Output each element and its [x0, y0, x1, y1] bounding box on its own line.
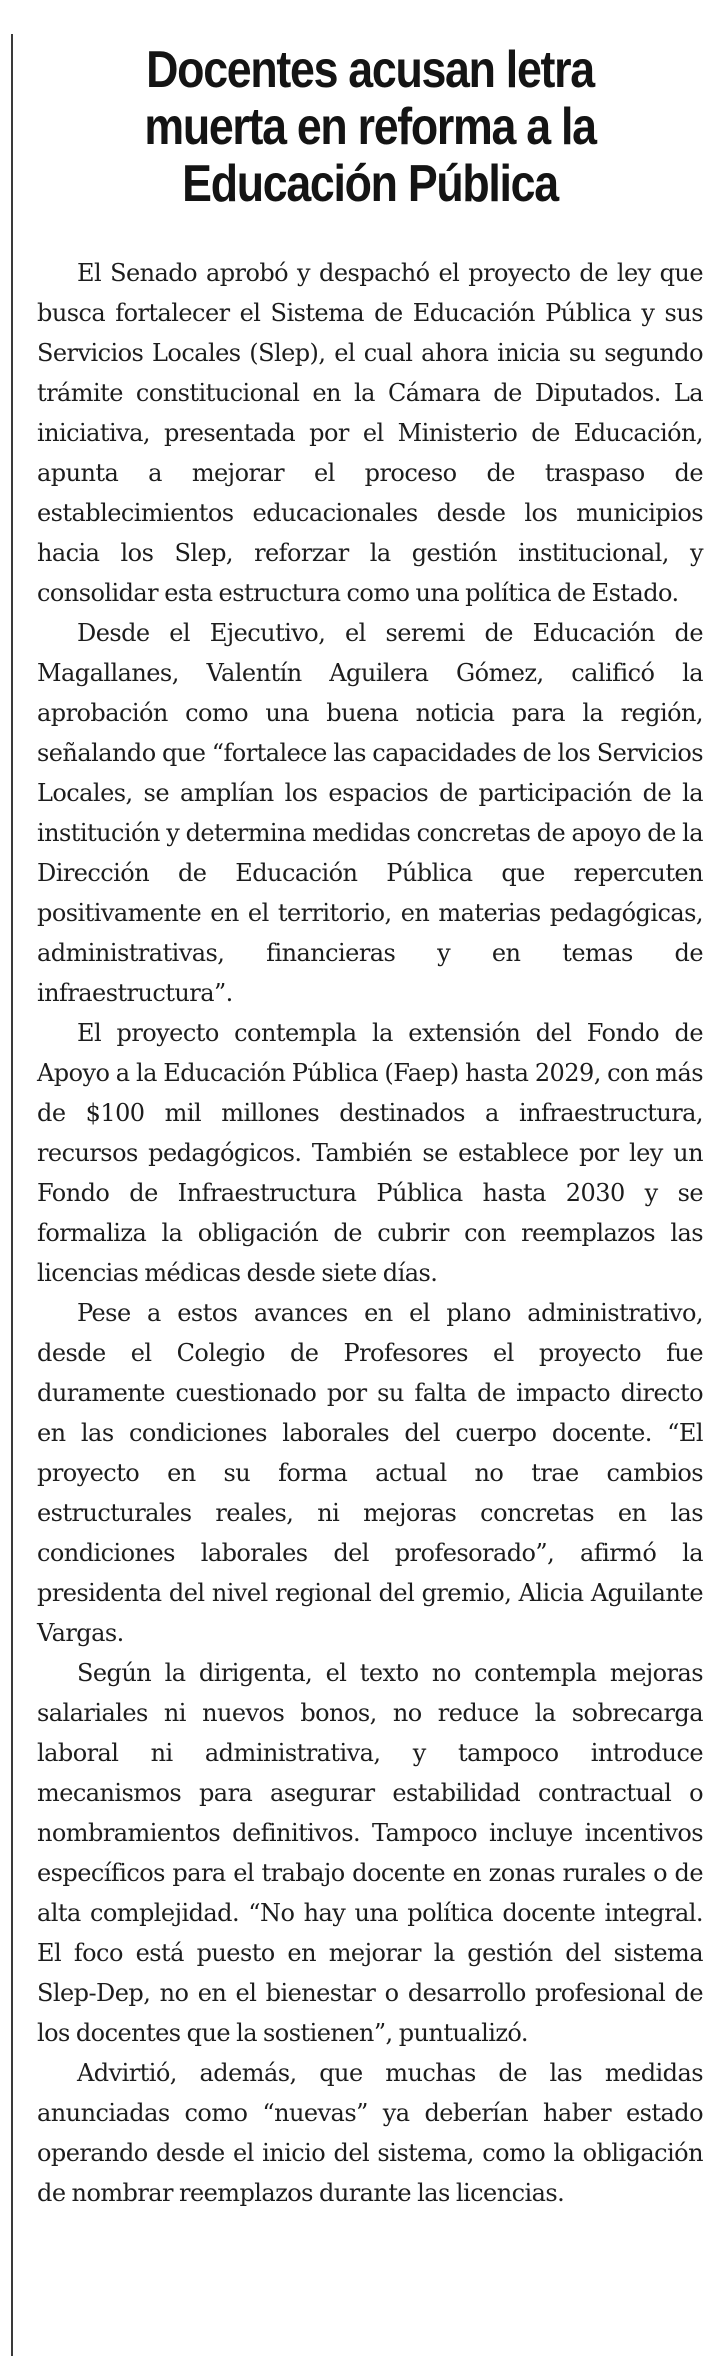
article-paragraph: Según la dirigenta, el texto no contempla mejoras salariales ni nuevos bonos, no reduce la sobrecarga laboral ni administrativa, y tampoco introduce mecanismos para asegurar estabilidad contractual o nombramientos definitivos. Tampoco incluye incentivos específicos para el trabajo docente en zonas rurales o de alta complejidad. “No hay una política docente integral. El foco está puesto en mejorar la gestión del sistema Slep-Dep, no en el bienestar o desarrollo profesional de los docentes que la sostienen”, puntualizó.: [37, 1659, 703, 2047]
article-paragraph: El Senado aprobó y despachó el proyecto de ley que busca fortalecer el Sistema de Educación Pública y sus Servicios Locales (Slep), el cual ahora inicia su segundo trámite constitucional en la Cámara de Diputados. La iniciativa, presentada por el Ministerio de Educación, apunta a mejorar el proceso de traspaso de establecimientos educacionales desde los municipios hacia los Slep, reforzar la gestión institucional, y consolidar esta estructura como una política de Estado.: [37, 259, 703, 607]
article-paragraph: El proyecto contempla la extensión del Fondo de Apoyo a la Educación Pública (Faep) hasta 2029, con más de $100 mil millones destinados a infraestructura, recursos pedagógicos. También se establece por ley un Fondo de Infraestructura Pública hasta 2030 y se formaliza la obligación de cubrir con reemplazos las licencias médicas desde siete días.: [37, 1019, 703, 1287]
column-rule: [11, 34, 13, 2356]
article-paragraph: Advirtió, además, que muchas de las medidas anunciadas como “nuevas” ya deberían haber estado operando desde el inicio del sistema, como la obligación de nombrar reemplazos durante las licencias.: [37, 2059, 703, 2207]
article-paragraph: Desde el Ejecutivo, el seremi de Educación de Magallanes, Valentín Aguilera Gómez, calificó la aprobación como una buena noticia para la región, señalando que “fortalece las capacidades de los Servicios Locales, se amplían los espacios de participación de la institución y determina medidas concretas de apoyo de la Dirección de Educación Pública que repercuten positivamente en el territorio, en materias pedagógicas, administrativas, financieras y en temas de infraestructura”.: [37, 619, 703, 1007]
news-article: [37, 42, 703, 2213]
article-paragraph: Pese a estos avances en el plano administrativo, desde el Colegio de Profesores el proyecto fue duramente cuestionado por su falta de impacto directo en las condiciones laborales del cuerpo docente. “El proyecto en su forma actual no trae cambios estructurales reales, ni mejoras concretas en las condiciones laborales del profesorado”, afirmó la presidenta del nivel regional del gremio, Alicia Aguilante Vargas.: [37, 1299, 703, 1647]
article-headline: Docentes acusan letra muerta en reforma a la Educación Pública: [144, 41, 596, 213]
article-body: [37, 253, 703, 2213]
